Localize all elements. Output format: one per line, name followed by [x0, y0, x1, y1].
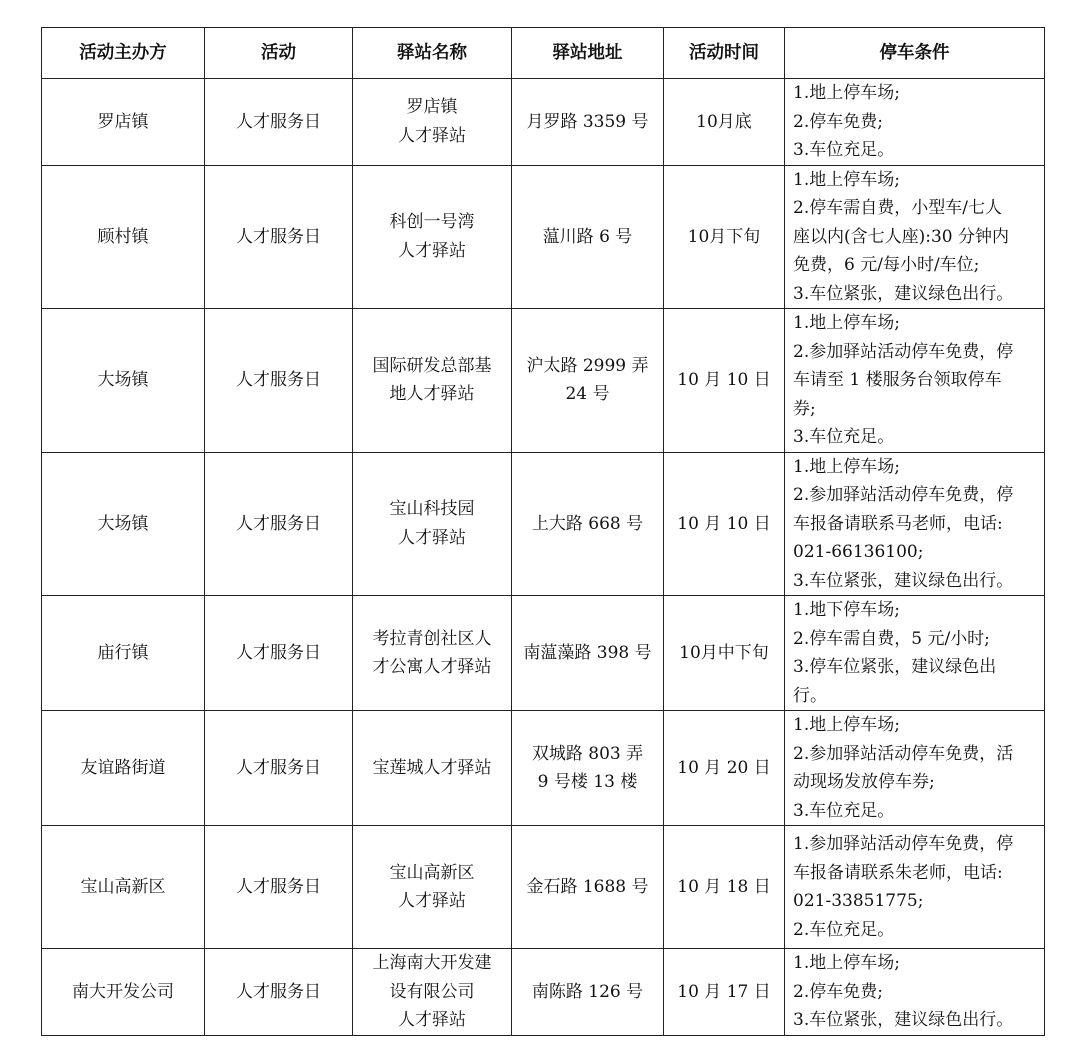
station-address-line: 金石路 1688 号 — [526, 876, 649, 897]
station-address-line: 沪太路 2999 弄 — [526, 355, 649, 376]
activity-schedule-table — [41, 27, 1045, 1036]
parking-condition-line: 3.车位紧张，建议绿色出行。 — [793, 570, 1014, 591]
header-activity-time: 活动时间 — [664, 28, 785, 79]
station-name-line: 人才驿站 — [398, 240, 466, 261]
parking-condition-line: 免费，6 元/每小时/车位; — [793, 255, 980, 275]
station-address-cell — [512, 452, 664, 596]
parking-condition-line: 1.地上停车场; — [793, 313, 900, 333]
organizer-cell — [42, 949, 205, 1036]
parking-condition-line: 1.地上停车场; — [793, 456, 900, 477]
organizer-cell — [42, 165, 205, 309]
header-activity: 活动 — [205, 28, 353, 79]
table-row — [42, 711, 1045, 826]
parking-condition-line: 3.车位充足。 — [793, 800, 895, 821]
activity-time-text: 10 月 18 日 — [677, 876, 771, 897]
activity-cell — [205, 165, 353, 309]
parking-conditions-cell — [785, 711, 1045, 826]
organizer-text: 南大开发公司 — [72, 981, 174, 1002]
activity-text: 人才服务日 — [236, 876, 321, 897]
station-name-line: 才公寓人才驿站 — [372, 657, 492, 677]
station-name-line: 科创一号湾 — [389, 212, 475, 233]
table-row — [42, 596, 1045, 711]
parking-condition-line: 2.停车需自费，小型车/七人 — [793, 198, 1002, 218]
parking-condition-line: 动现场发放停车券; — [793, 772, 935, 792]
station-address-cell — [512, 949, 664, 1036]
station-name-line: 宝莲城人才驿站 — [372, 757, 492, 778]
header-parking-conditions: 停车条件 — [785, 28, 1045, 79]
station-name-line: 地人才驿站 — [389, 384, 475, 405]
parking-condition-line: 1.参加驿站活动停车免费，停 — [793, 834, 1014, 854]
activity-time-text: 10 月 10 日 — [677, 513, 771, 534]
organizer-text: 大场镇 — [97, 513, 149, 534]
activity-time-cell — [664, 309, 785, 453]
station-name-line: 人才驿站 — [398, 527, 466, 548]
parking-conditions-cell — [785, 452, 1045, 596]
parking-condition-line: 2.参加驿站活动停车免费，停 — [793, 341, 1014, 362]
activity-time-cell — [664, 596, 785, 711]
parking-condition-line: 021-66136100; — [793, 542, 924, 562]
station-name-line: 考拉青创社区人 — [372, 628, 492, 649]
parking-conditions-cell — [785, 309, 1045, 453]
station-address-line: 上大路 668 号 — [531, 513, 644, 534]
parking-condition-line: 座以内(含七人座):30 分钟内 — [793, 226, 1010, 247]
activity-time-text: 10 月 10 日 — [677, 370, 771, 390]
parking-condition-line: 2.车位充足。 — [793, 919, 895, 940]
station-name-cell — [353, 79, 512, 166]
parking-condition-line: 2.停车免费; — [793, 111, 883, 132]
parking-condition-line: 3.车位紧张，建议绿色出行。 — [793, 1010, 1014, 1030]
table-row — [42, 826, 1045, 949]
organizer-text: 顾村镇 — [97, 226, 149, 247]
station-address-cell — [512, 79, 664, 166]
parking-condition-line: 行。 — [793, 685, 827, 706]
station-address-cell — [512, 165, 664, 309]
parking-condition-line: 021-33851775; — [793, 891, 924, 911]
parking-conditions-cell — [785, 79, 1045, 166]
station-address-cell — [512, 596, 664, 711]
organizer-text: 友谊路街道 — [80, 757, 166, 778]
parking-condition-line: 3.车位充足。 — [793, 140, 895, 160]
station-address-line: 南陈路 126 号 — [531, 981, 644, 1002]
organizer-text: 庙行镇 — [97, 642, 149, 663]
station-name-line: 宝山高新区 — [389, 862, 475, 883]
station-address-line: 双城路 803 弄 — [531, 743, 644, 764]
activity-text: 人才服务日 — [236, 111, 321, 132]
parking-condition-line: 1.地上停车场; — [793, 83, 900, 103]
parking-condition-line: 1.地下停车场; — [793, 600, 900, 620]
activity-time-cell — [664, 826, 785, 949]
parking-condition-line: 3.停车位紧张，建议绿色出 — [793, 657, 997, 677]
activity-text: 人才服务日 — [236, 226, 321, 247]
station-name-line: 上海南大开发建 — [372, 953, 492, 973]
activity-time-cell — [664, 949, 785, 1036]
station-address-line: 蕰川路 6 号 — [542, 226, 633, 247]
station-name-line: 设有限公司 — [389, 981, 475, 1002]
station-address-line: 南蕰藻路 398 号 — [523, 642, 652, 663]
parking-condition-line: 车报备请联系朱老师，电话: — [793, 862, 1003, 883]
station-name-line: 人才驿站 — [398, 1010, 466, 1030]
activity-text: 人才服务日 — [236, 981, 321, 1002]
station-name-cell — [353, 711, 512, 826]
parking-condition-line: 2.参加驿站活动停车免费，停 — [793, 485, 1014, 505]
activity-text: 人才服务日 — [236, 642, 321, 663]
table-row — [42, 79, 1045, 166]
station-address-cell — [512, 711, 664, 826]
organizer-cell — [42, 309, 205, 453]
organizer-cell — [42, 79, 205, 166]
station-name-cell — [353, 165, 512, 309]
activity-cell — [205, 711, 353, 826]
activity-cell — [205, 949, 353, 1036]
parking-condition-line: 1.地上停车场; — [793, 169, 900, 190]
parking-condition-line: 2.停车需自费，5 元/小时; — [793, 628, 990, 649]
table-body — [42, 79, 1045, 1036]
organizer-cell — [42, 826, 205, 949]
table-row — [42, 309, 1045, 453]
station-address-line: 9 号楼 13 楼 — [537, 772, 638, 792]
station-name-cell — [353, 309, 512, 453]
station-name-line: 人才驿站 — [398, 891, 466, 911]
station-address-cell — [512, 309, 664, 453]
parking-conditions-cell — [785, 165, 1045, 309]
station-name-line: 宝山科技园 — [389, 499, 475, 520]
activity-cell — [205, 596, 353, 711]
station-name-cell — [353, 826, 512, 949]
station-name-line: 人才驿站 — [398, 125, 466, 146]
header-station-name: 驿站名称 — [353, 28, 512, 79]
activity-time-text: 10 月 17 日 — [677, 981, 771, 1002]
organizer-cell — [42, 452, 205, 596]
header-station-address: 驿站地址 — [512, 28, 664, 79]
activity-time-text: 10 月 20 日 — [677, 757, 771, 778]
table-row — [42, 165, 1045, 309]
station-address-line: 24 号 — [565, 384, 610, 405]
table-row — [42, 949, 1045, 1036]
activity-time-cell — [664, 452, 785, 596]
station-name-cell — [353, 452, 512, 596]
activity-text: 人才服务日 — [236, 513, 321, 534]
station-name-cell — [353, 596, 512, 711]
organizer-text: 大场镇 — [97, 370, 149, 390]
activity-time-cell — [664, 711, 785, 826]
activity-time-text: 10月下旬 — [687, 226, 761, 247]
table-row — [42, 452, 1045, 596]
parking-condition-line: 车请至 1 楼服务台领取停车 — [793, 370, 1002, 390]
activity-cell — [205, 452, 353, 596]
table-header-row — [42, 28, 1045, 79]
activity-time-cell — [664, 79, 785, 166]
activity-cell — [205, 79, 353, 166]
activity-time-text: 10月底 — [696, 111, 752, 132]
parking-conditions-cell — [785, 949, 1045, 1036]
parking-conditions-cell — [785, 596, 1045, 711]
activity-cell — [205, 826, 353, 949]
station-name-cell — [353, 949, 512, 1036]
station-name-line: 罗店镇 — [406, 97, 458, 118]
parking-condition-line: 2.停车免费; — [793, 981, 883, 1002]
parking-condition-line: 3.车位紧张，建议绿色出行。 — [793, 283, 1014, 304]
station-address-cell — [512, 826, 664, 949]
organizer-cell — [42, 596, 205, 711]
parking-condition-line: 券; — [793, 398, 816, 419]
station-name-line: 国际研发总部基 — [372, 355, 492, 376]
header-organizer: 活动主办方 — [42, 28, 205, 79]
activity-time-cell — [664, 165, 785, 309]
organizer-cell — [42, 711, 205, 826]
activity-text: 人才服务日 — [236, 757, 321, 778]
organizer-text: 宝山高新区 — [80, 876, 166, 897]
station-address-line: 月罗路 3359 号 — [526, 111, 649, 132]
parking-condition-line: 2.参加驿站活动停车免费，活 — [793, 743, 1014, 764]
activity-text: 人才服务日 — [236, 370, 321, 390]
parking-condition-line: 1.地上停车场; — [793, 715, 900, 735]
organizer-text: 罗店镇 — [97, 111, 149, 132]
activity-time-text: 10月中下旬 — [679, 642, 769, 663]
parking-condition-line: 车报备请联系马老师，电话: — [793, 513, 1003, 534]
parking-condition-line: 3.车位充足。 — [793, 427, 895, 447]
parking-condition-line: 1.地上停车场; — [793, 953, 900, 973]
activity-cell — [205, 309, 353, 453]
parking-conditions-cell — [785, 826, 1045, 949]
